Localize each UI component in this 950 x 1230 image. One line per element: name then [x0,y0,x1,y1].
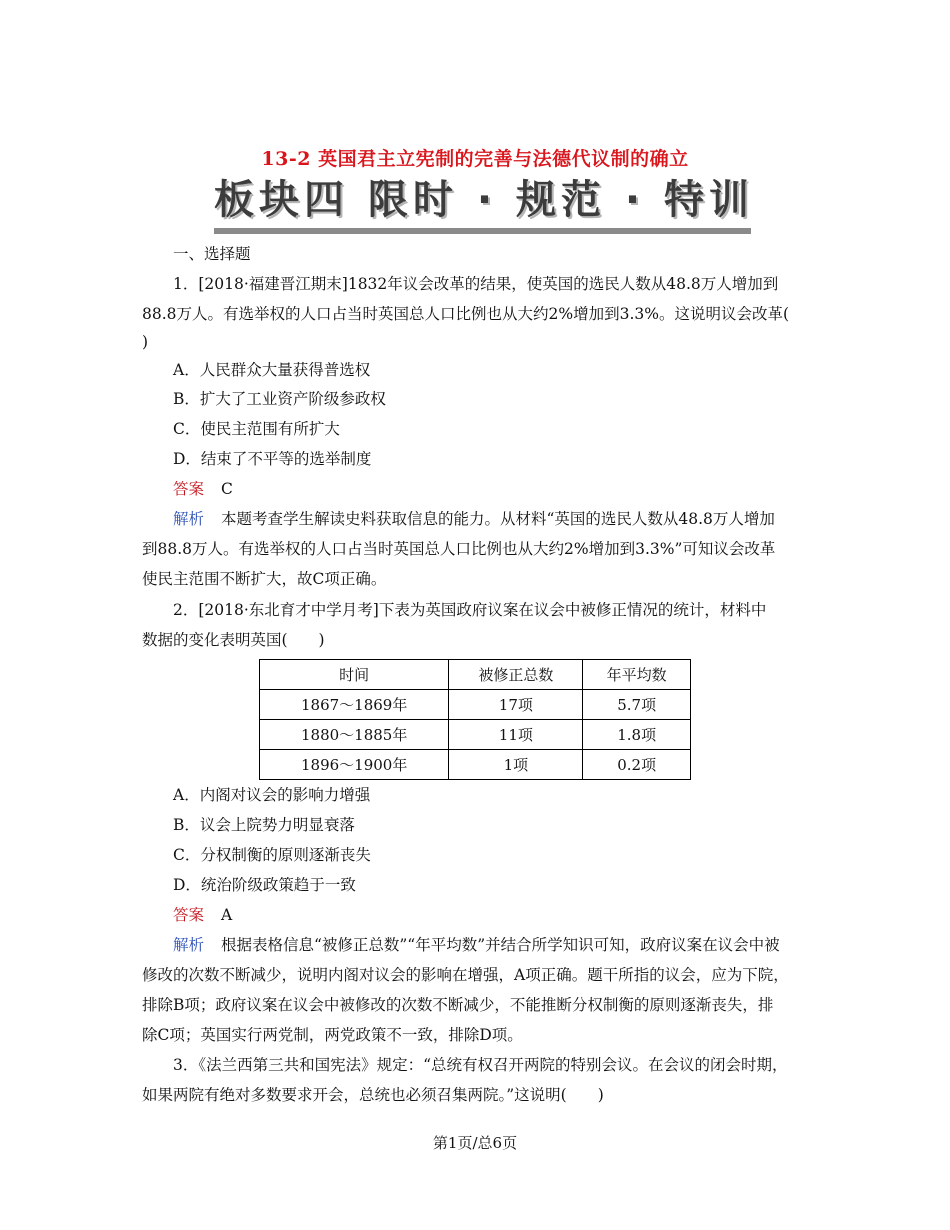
answer-label: 答案 [173,906,205,924]
table-cell: 17项 [449,690,583,720]
q2-analysis-cont: 修改的次数不断减少，说明内阁对议会的影响在增强，A项正确。题干所指的议会，应为下院， [142,966,789,984]
table-cell: 1项 [449,750,583,780]
analysis-text: 本题考查学生解读史料获取信息的能力。从材料“英国的选民人数从48.8万人增加 [220,510,775,528]
table-cell: 11项 [449,720,583,750]
table-cell: 1896～1900年 [260,750,449,780]
banner-underline [214,228,751,234]
revision-table [259,659,691,780]
table-header: 被修正总数 [449,660,583,690]
answer-label: 答案 [173,480,205,498]
page-footer: 第1页/总6页 [432,1134,518,1152]
table-cell: 0.2项 [583,750,691,780]
table-cell: 1880～1885年 [260,720,449,750]
table-row [260,690,691,720]
q1-option-c: C．使民主范围有所扩大 [173,420,340,438]
answer-value: A [220,906,233,924]
question-2-text-cont: 数据的变化表明英国( ) [142,631,325,649]
q1-option-b: B．扩大了工业资产阶级参政权 [173,390,386,408]
q1-answer [173,475,823,503]
q1-option-a: A．人民群众大量获得普选权 [173,361,371,379]
q2-option-b: B．议会上院势力明显衰落 [173,816,355,834]
table-header-row [260,660,691,690]
q1-analysis-end: 使民主范围不断扩大，故C项正确。 [142,570,387,588]
question-1-text-cont: 88.8万人。有选举权的人口占当时英国总人口比例也从大约2%增加到3.3%。这说明议会改革( [142,305,790,323]
table-header: 年平均数 [583,660,691,690]
question-2-text: 2．[2018·东北育才中学月考]下表为英国政府议案在议会中被修正情况的统计，材料中 [173,601,767,619]
section-banner: 板块四 限时 · 规范 · 特训 [214,177,755,223]
q2-analysis [173,931,823,959]
q2-answer [173,901,823,929]
q1-analysis-cont: 到88.8万人。有选举权的人口占当时英国总人口比例也从大约2%增加到3.3%”可知议会改革 [142,540,776,558]
q2-analysis-cont2: 排除B项；政府议案在议会中被修改的次数不断减少，不能推断分权制衡的原则逐渐丧失，排 [142,996,774,1014]
table-cell: 1.8项 [583,720,691,750]
table-header: 时间 [260,660,449,690]
answer-value: C [220,480,233,498]
table-cell: 1867～1869年 [260,690,449,720]
table-row [260,720,691,750]
analysis-label: 解析 [173,510,205,528]
q2-option-c: C．分权制衡的原则逐渐丧失 [173,846,371,864]
question-3-text: 3．《法兰西第三共和国宪法》规定：“总统有权召开两院的特别会议。在会议的闭会时期， [173,1056,788,1074]
analysis-label: 解析 [173,936,205,954]
q2-option-a: A．内阁对议会的影响力增强 [173,786,371,804]
table-row [260,750,691,780]
q1-analysis [173,505,823,533]
question-1-text-end: ) [142,333,149,351]
q2-option-d: D．统治阶级政策趋于一致 [173,876,356,894]
question-1-text: 1．[2018·福建晋江期末]1832年议会改革的结果，使英国的选民人数从48.8万人增加到 [173,275,779,293]
analysis-text: 根据表格信息“被修正总数”“年平均数”并结合所学知识可知，政府议案在议会中被 [220,936,780,954]
section-heading: 一、选择题 [173,245,251,263]
table-cell: 5.7项 [583,690,691,720]
q1-option-d: D．结束了不平等的选举制度 [173,450,372,468]
q2-analysis-end: 除C项；英国实行两党制，两党政策不一致，排除D项。 [142,1026,523,1044]
page-title: 13-2 英国君主立宪制的完善与法德代议制的确立 [261,148,689,170]
question-3-text-cont: 如果两院有绝对多数要求开会，总统也必须召集两院。”这说明( ) [142,1086,604,1104]
